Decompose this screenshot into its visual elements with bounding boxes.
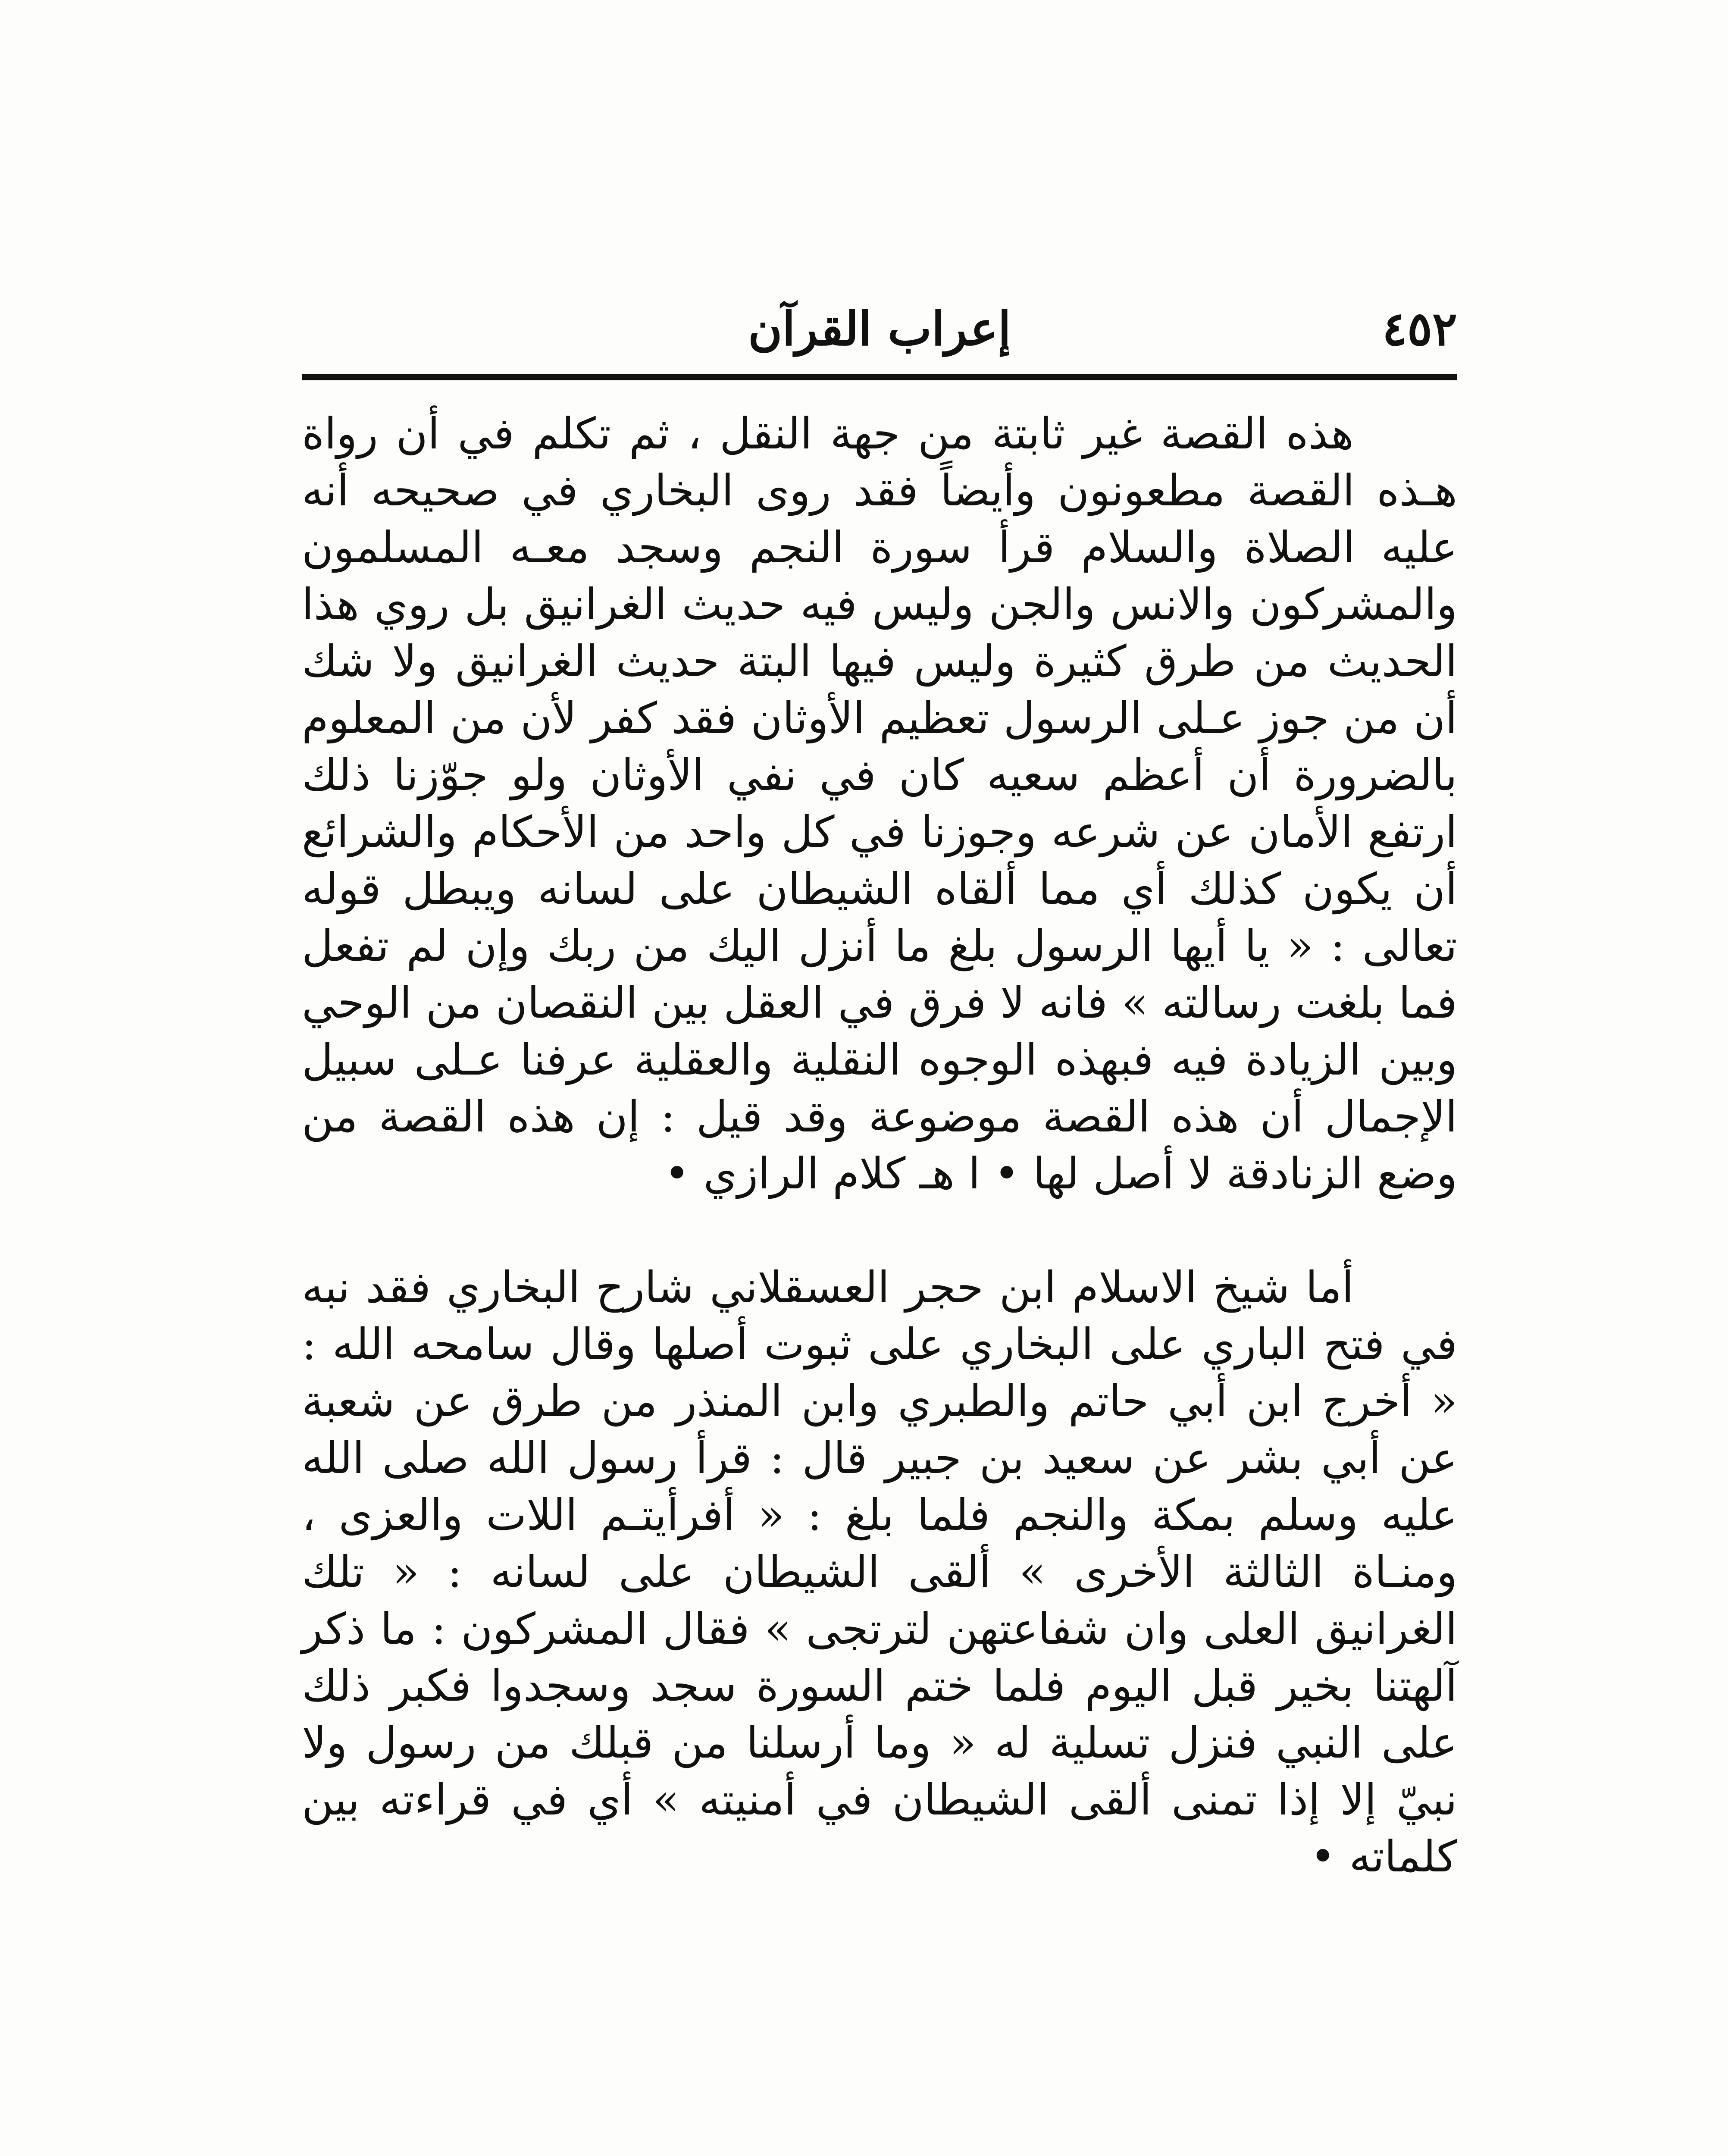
paragraph-1: هذه القصة غير ثابتة من جهة النقل ، ثم تكلم في أن رواة هـذه القصة مطعونون وأيضاً فقد روى البخاري في صحيحه أنه عليه الصلاة والسلام قرأ سورة النجم وسجد معـه المسلمون والمشركون والانس والجن وليس فيه حديث الغرانيق بل روي هذا الحديث من طرق كثيرة وليس فيها البتة حديث الغرانيق ولا شك أن من جوز عـلى الرسول تعظيم الأوثان فقد كفر لأن من المعلوم بالضرورة أن أعظم سعيه كان في نفي الأوثان ولو جوّزنا ذلك ارتفع الأمان عن شرعه وجوزنا في كل واحد من الأحكام والشرائع أن يكون كذلك أي مما ألقاه الشيطان على لسانه ويبطل قوله تعالى : « يا أيها الرسول بلغ ما أنزل اليك من ربك وإن لم تفعل فما بلغت رسالته » فانه لا فرق في العقل بين النقصان من الوحي وبين الزيادة فيه فبهذه الوجوه النقلية والعقلية عرفنا عـلى سبيل الإجمال أن هذه القصة موضوعة وقد قيل : إن هذه القصة من وضع الزنادقة لا أصل لها • ا هـ كلام الرازي • bbox=[302, 408, 1458, 1199]
header-rule bbox=[302, 374, 1457, 380]
page-header bbox=[302, 285, 1457, 371]
body-text bbox=[302, 405, 1457, 1885]
page-number: ٤٥٢ bbox=[1382, 302, 1457, 356]
paragraph-2: أما شيخ الاسلام ابن حجر العسقلاني شارح البخاري فقد نبه في فتح الباري على البخاري على ثبوت أصلها وقال سامحه الله : « أخرج ابن أبي حاتم والطبري وابن المنذر من طرق عن شعبة عن أبي بشر عن سعيد بن جبير قال : قرأ رسول الله صلى الله عليه وسلم بمكة والنجم فلما بلغ : « أفرأيتـم اللات والعزى ، ومنـاة الثالثة الأخرى » ألقى الشيطان على لسانه : « تلك الغرانيق العلى وان شفاعتهن لترتجى » فقال المشركون : ما ذكر آلهتنا بخير قبل اليوم فلما ختم السورة سجد وسجدوا فكبر ذلك على النبي فنزل تسلية له « وما أرسلنا من قبلك من رسول ولا نبيّ إلا إذا تمنى ألقى الشيطان في أمنيته » أي في قراءته بين كلماته • bbox=[302, 1262, 1457, 1882]
running-title: إعراب القرآن bbox=[748, 302, 1011, 356]
